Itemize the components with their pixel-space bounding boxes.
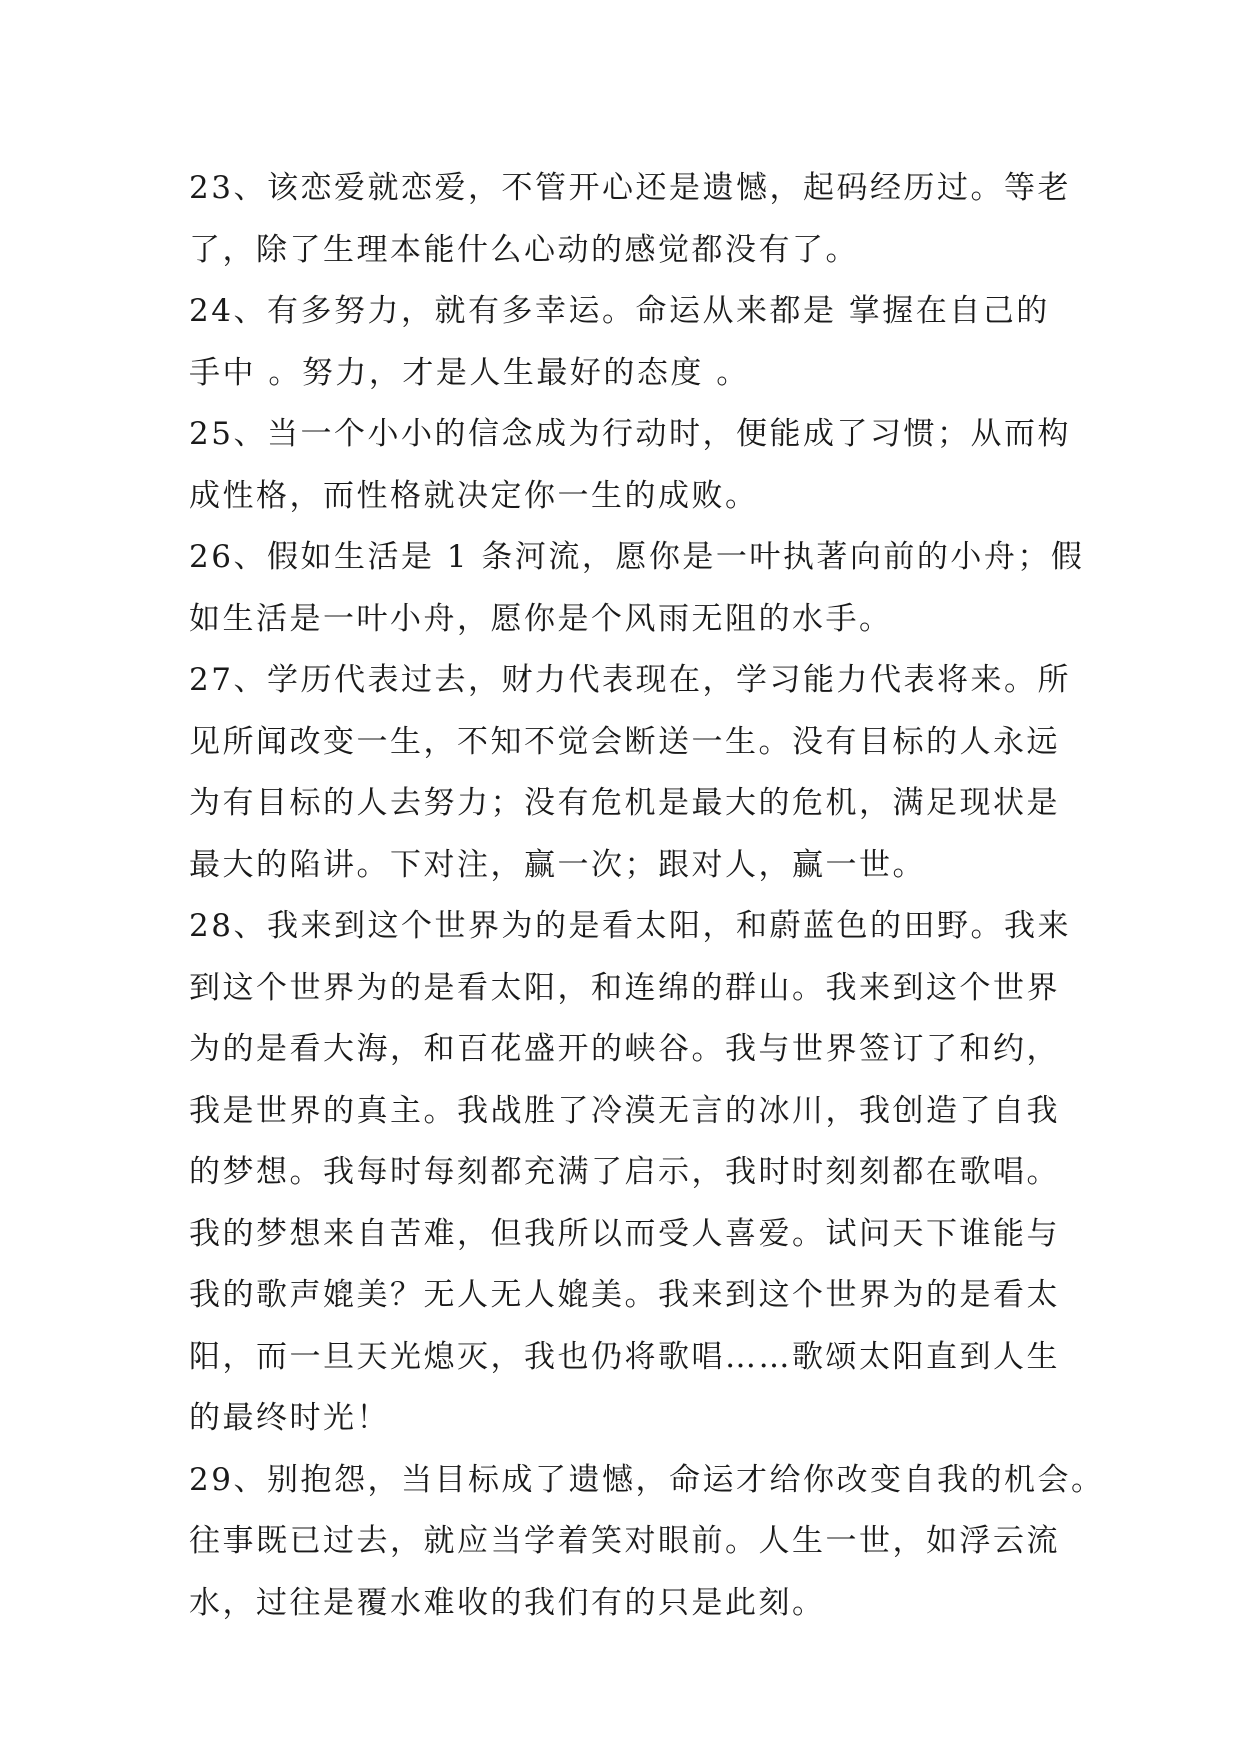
text-line: 最大的陷讲。下对注，赢一次；跟对人，赢一世。: [189, 846, 926, 883]
text-line: 了，除了生理本能什么心动的感觉都没有了。: [189, 231, 859, 268]
text-line: 28、我来到这个世界为的是看太阳，和蔚蓝色的田野。我来: [189, 908, 1071, 944]
text-line: 我是世界的真主。我战胜了冷漠无言的冰川，我创造了自我: [189, 1092, 1060, 1129]
text-line: 阳，而一旦天光熄灭，我也仍将歌唱……歌颂太阳直到人生: [189, 1338, 1060, 1375]
text-line: 23、该恋爱就恋爱，不管开心还是遗憾，起码经历过。等老: [189, 170, 1071, 206]
document-body: [189, 158, 1105, 1634]
text-line: 为有目标的人去努力；没有危机是最大的危机，满足现状是: [189, 785, 1060, 821]
text-line: 26、假如生活是 1 条河流，愿你是一叶执著向前的小舟；假: [189, 539, 1085, 575]
text-line: 往事既已过去，就应当学着笑对眼前。人生一世，如浮云流: [189, 1523, 1060, 1559]
text-line: 的最终时光！: [189, 1400, 390, 1436]
text-line: 我的歌声媲美？无人无人媲美。我来到这个世界为的是看太: [189, 1277, 1060, 1313]
text-line: 29、别抱怨，当目标成了遗憾，命运才给你改变自我的机会。: [189, 1461, 1105, 1498]
text-line: 水，过往是覆水难收的我们有的只是此刻。: [189, 1584, 826, 1621]
text-line: 我的梦想来自苦难，但我所以而受人喜爱。试问天下谁能与: [189, 1215, 1060, 1252]
text-line: 27、学历代表过去，财力代表现在，学习能力代表将来。所: [189, 662, 1071, 698]
text-line: 见所闻改变一生，不知不觉会断送一生。没有目标的人永远: [189, 723, 1060, 760]
text-line: 如生活是一叶小舟，愿你是个风雨无阻的水手。: [189, 600, 893, 637]
text-line: 成性格，而性格就决定你一生的成败。: [189, 477, 759, 514]
text-line: 24、有多努力，就有多幸运。命运从来都是 掌握在自己的: [189, 293, 1050, 329]
text-line: 25、当一个小小的信念成为行动时，便能成了习惯；从而构: [189, 416, 1071, 452]
text-line: 到这个世界为的是看太阳，和连绵的群山。我来到这个世界: [189, 969, 1060, 1006]
text-line: 的梦想。我每时每刻都充满了启示，我时时刻刻都在歌唱。: [189, 1154, 1060, 1190]
text-line: 为的是看大海，和百花盛开的峡谷。我与世界签订了和约，: [189, 1031, 1060, 1067]
text-line: 手中 。努力，才是人生最好的态度 。: [189, 354, 750, 391]
